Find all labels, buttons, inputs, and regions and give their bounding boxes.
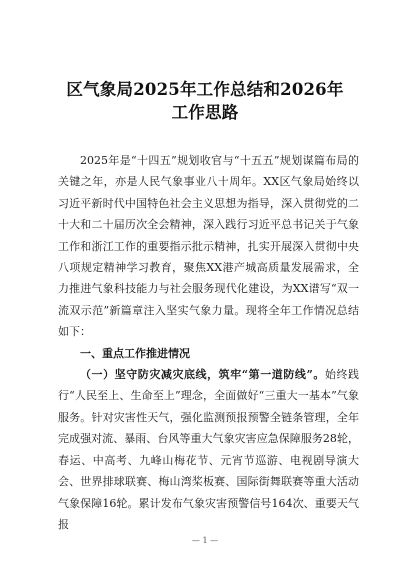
document-title: 区气象局2025年工作总结和2026年工作思路 — [66, 80, 344, 122]
document-body — [58, 150, 359, 535]
page-number: — 1 — — [191, 536, 219, 545]
section-heading: 一、重点工作推进情况 — [80, 346, 190, 360]
intro-paragraph: 2025年是“十四五”规划收官与“十五五”规划谋篇布局的关键之年，亦是人民气象事业八十周年。XX区气象局始终以习近平新时代中国特色社会主义思想为指导，深入贯彻党的二十大和二十届历次全会精神，深入践行习近平总书记关于气象工作和浙江工作的重要指示批示精神，扎实开展深入贯彻中央八项规定精神学习教育，聚焦XX港产城高质量发展需求，全力推进气象科技能力与社会服务现代化建设，为XX谱写“双一流双示范”新篇章注入坚实气象力量。现将全年工作情况总结如下： — [58, 154, 359, 339]
subsection-paragraph — [58, 364, 359, 535]
subsection-text: 始终践行“人民至上、生命至上”理念，全面做好“三重大一基本”气象服务。针对灾害性天气，强化监测预报预警全链条管理，全年完成强对流、暴雨、台风等重大气象灾害应急保障服务28轮，春运、中高考、九峰山梅花节、元宵节巡游、电视剧导演大会、世界排球联赛、梅山湾桨板赛、国际街舞联赛等重大活动气象保障16轮。累计发布气象灾害预警信号164次、重要天气报 — [58, 368, 360, 531]
subsection-heading: （一）坚守防灾减灾底线，筑牢“第一道防线”。 — [80, 368, 325, 382]
